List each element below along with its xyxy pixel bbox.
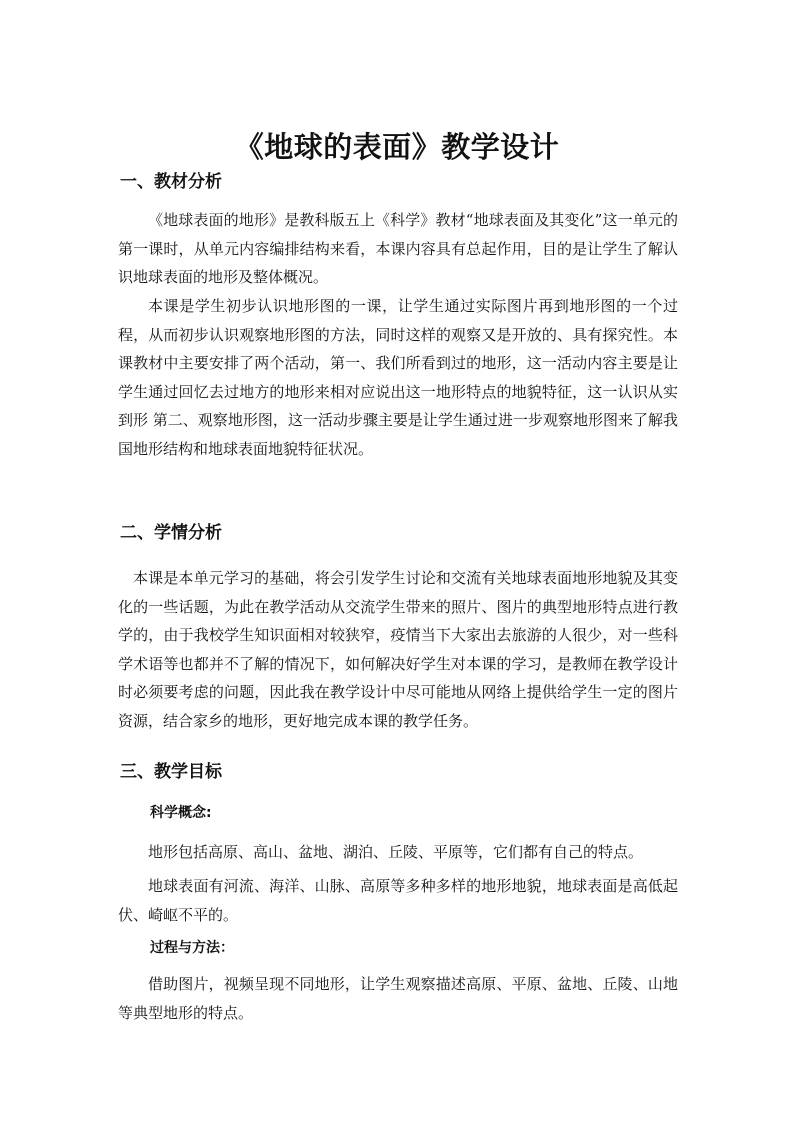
paragraph-learner-analysis: 本课是本单元学习的基础，将会引发学生讨论和交流有关地球表面地形地貌及其变化的一些话题，为此在教学活动从交流学生带来的照片、图片的典型地形特点进行教学的，由于我校学生知识面相对较狭窄，疫情当下大家出去旅游的人很少，对一些科学术语等也都并不了解的情况下，如何解决好学生对本课的学习，是教师在教学设计时必须要考虑的问题，因此我在教学设计中尽可能地从网络上提供给学生一定的图片资源，结合家乡的地形，更好地完成本课的教学任务。 [118,569,678,730]
subheading-process-methods: 过程与方法： [150,940,234,956]
section-heading-teaching-goals: 三、教学目标 [120,762,222,782]
paragraph-textbook-activities: 本课是学生初步认识地形图的一课，让学生通过实际图片再到地形图的一个过程，从而初步认识观察地形图的方法，同时这样的观察又是开放的、具有探究性。本课教材中主要安排了两个活动，第一、我们所看到过的地形，这一活动内容主要是让学生通过回忆去过地方的地形来相对应说出这一地形特点的地貌特征，这一认识从实到形 第二、观察地形图，这一活动步骤主要是让学生通过进一步观察地形图来了解我国地形结构和地球表面地貌特征状况。 [118,297,678,458]
document-title: 《地球的表面》教学设计 [234,130,560,165]
section-heading-learner-analysis: 二、学情分析 [120,523,222,543]
subheading-scientific-concepts: 科学概念: [150,805,212,821]
section-heading-textbook-analysis: 一、教材分析 [120,172,222,192]
paragraph-process-methods: 借助图片，视频呈现不同地形，让学生观察描述高原、平原、盆地、丘陵、山地等典型地形的特点。 [118,975,678,1022]
paragraph-concept-landforms: 地形包括高原、高山、盆地、湖泊、丘陵、平原等，它们都有自己的特点。 [148,843,644,861]
paragraph-textbook-intro: 《地球表面的地形》是教科版五上《科学》教材“地球表面及其变化”这一单元的第一课时，从单元内容编排结构来看，本课内容具有总起作用，目的是让学生了解认识地球表面的地形及整体概况。 [118,211,678,287]
paragraph-concept-surface: 地球表面有河流、海洋、山脉、高原等多种多样的地形地貌，地球表面是高低起伏、崎岖不平的。 [118,877,678,924]
